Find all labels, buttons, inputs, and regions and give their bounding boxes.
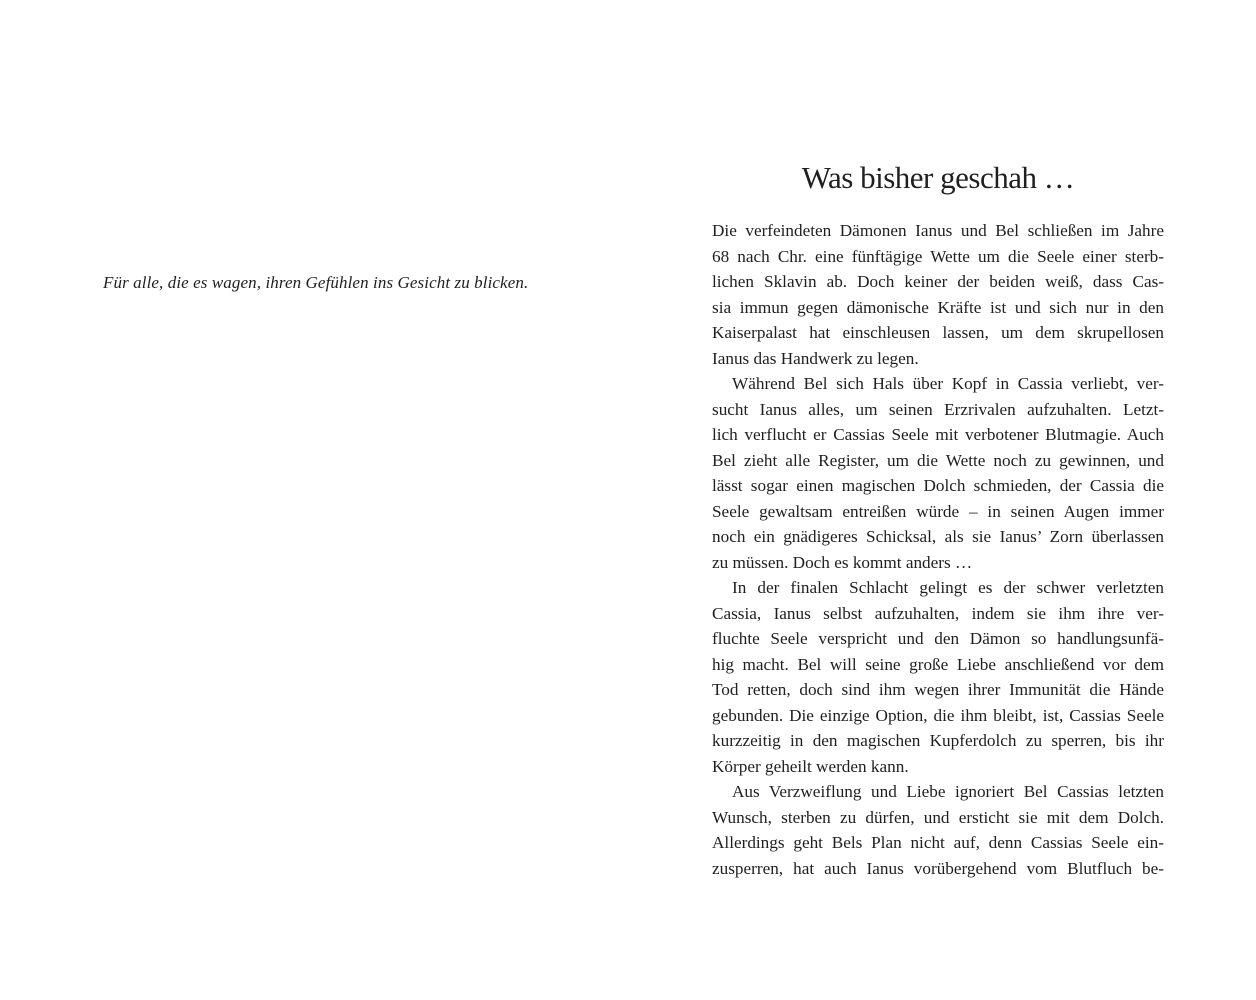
dedication: Für alle, die es wagen, ihren Gefühlen ins Gesicht zu blicken. — [103, 273, 529, 292]
text-line: Kaiserpalast hat einschleusen lassen, um dem skrupellosen — [712, 323, 1164, 342]
body-text — [712, 218, 1164, 881]
text-line: kurzzeitig in den magischen Kupferdolch zu sperren, bis ihr — [712, 731, 1164, 750]
text-line: 68 nach Chr. eine fünftägige Wette um die Seele einer sterb- — [712, 246, 1164, 266]
text-line: hig macht. Bel will seine große Liebe anschließend vor dem — [712, 654, 1164, 674]
text-line: Seele gewaltsam entreißen würde – in seinen Augen immer — [712, 501, 1164, 521]
text-line: lässt sogar einen magischen Dolch schmieden, der Cassia die — [712, 476, 1164, 495]
text-line: Während Bel sich Hals über Kopf in Cassia verliebt, ver- — [732, 374, 1164, 393]
text-line: sucht Ianus alles, um seinen Erzrivalen aufzuhalten. Letzt- — [712, 399, 1164, 419]
text-line: lich verflucht er Cassias Seele mit verbotener Blutmagie. Auch — [712, 425, 1164, 444]
text-line: Körper geheilt werden kann. — [712, 756, 909, 776]
right-page — [628, 0, 1256, 1000]
text-line: zusperren, hat auch Ianus vorübergehend vom Blutfluch be- — [712, 858, 1164, 878]
text-line: Allerdings geht Bels Plan nicht auf, denn Cassias Seele ein- — [712, 833, 1164, 852]
text-line: Ianus das Handwerk zu legen. — [712, 348, 919, 368]
text-line: zu müssen. Doch es kommt anders … — [712, 552, 973, 572]
text-line: Aus Verzweiflung und Liebe ignoriert Bel Cassias letzten — [732, 782, 1164, 801]
text-line: lichen Sklavin ab. Doch keiner der beiden weiß, dass Cas- — [712, 272, 1164, 291]
text-line: Die verfeindeten Dämonen Ianus und Bel schließen im Jahre — [712, 221, 1164, 240]
text-line: In der finalen Schlacht gelingt es der schwer verletzten — [732, 578, 1164, 597]
text-line: Wunsch, sterben zu dürfen, und ersticht sie mit dem Dolch. — [712, 807, 1164, 827]
text-line: Tod retten, doch sind ihm wegen ihrer Immunität die Hände — [712, 680, 1164, 699]
text-line: gebunden. Die einzige Option, die ihm bleibt, ist, Cassias Seele — [712, 705, 1164, 725]
text-line: sia immun gegen dämonische Kräfte ist und sich nur in den — [712, 297, 1164, 317]
text-line: Cassia, Ianus selbst aufzuhalten, indem sie ihm ihre ver- — [712, 603, 1164, 623]
chapter-title: Was bisher geschah … — [801, 160, 1075, 195]
text-line: Bel zieht alle Register, um die Wette noch zu gewinnen, und — [712, 450, 1164, 470]
text-line: noch ein gnädigeres Schicksal, als sie Ianus’ Zorn überlassen — [712, 527, 1164, 546]
text-line: fluchte Seele verspricht und den Dämon so handlungsunfä- — [712, 629, 1164, 648]
